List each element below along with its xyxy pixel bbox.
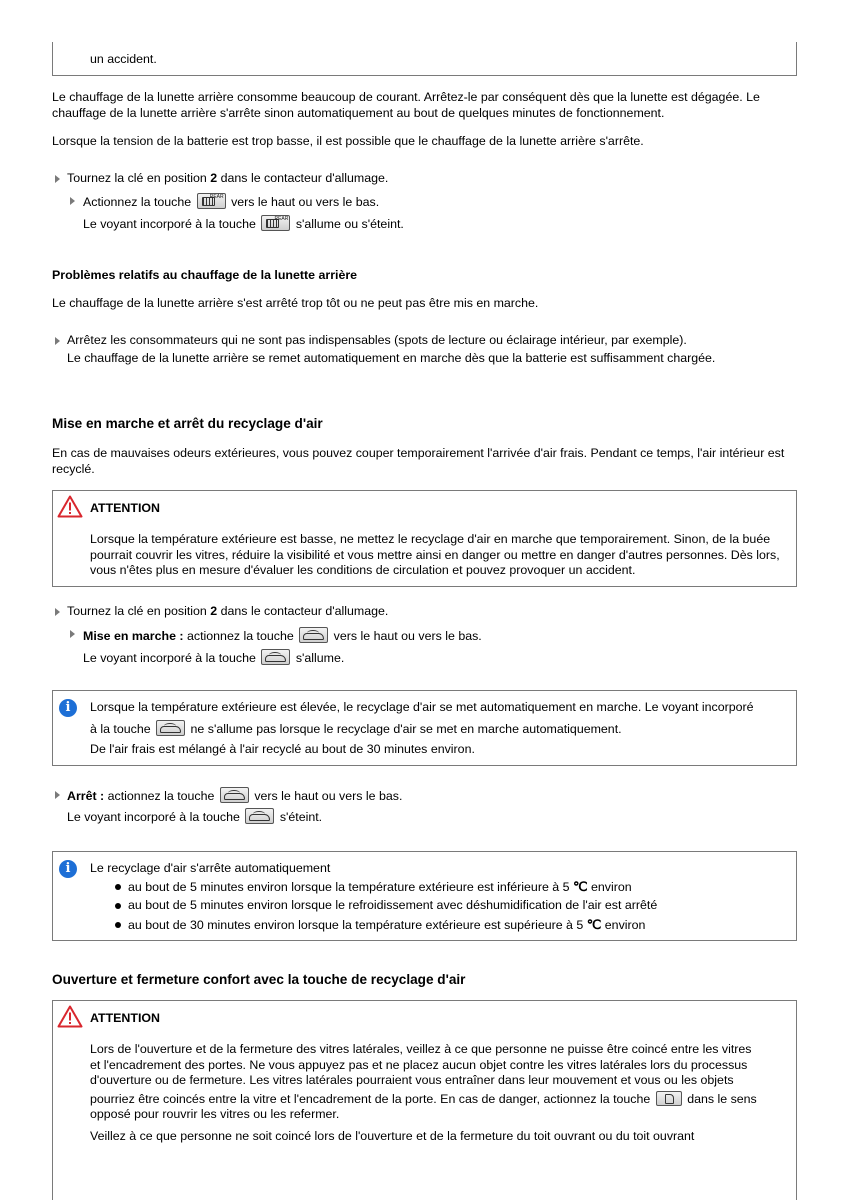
air-recirculation-key-icon bbox=[299, 627, 328, 643]
list-item-text: au bout de 5 minutes environ lorsque la température extérieure est inférieure à 5 bbox=[128, 880, 573, 894]
problems-heading: Problèmes relatifs au chauffage de la lunette arrière bbox=[52, 268, 358, 282]
attention-box-window-pinch bbox=[52, 1000, 797, 1200]
key-position: 2 bbox=[210, 604, 218, 618]
step-text: Le voyant incorporé à la touche bbox=[83, 651, 256, 665]
step-arrow-icon bbox=[55, 608, 60, 616]
air-recirculation-key-icon bbox=[220, 787, 249, 803]
step-text: actionnez la touche bbox=[104, 789, 215, 803]
step-label: Mise en marche : bbox=[83, 629, 184, 643]
info-intro: Le recyclage d'air s'arrête automatiquement bbox=[90, 861, 331, 875]
info-text-line: De l'air frais est mélangé à l'air recyclé au bout de 30 minutes environ. bbox=[90, 742, 475, 756]
temperature-unit: ℃ bbox=[572, 879, 588, 894]
list-item-text: environ bbox=[601, 918, 646, 932]
recirculation-indicator-on-note bbox=[83, 649, 344, 667]
step-text: Le voyant incorporé à la touche bbox=[67, 810, 240, 824]
list-item bbox=[128, 917, 645, 934]
window-key-icon bbox=[656, 1091, 682, 1106]
paragraph-heater-stopped: Le chauffage de la lunette arrière s'est arrêté trop tôt ou ne peut pas être mis en marche. bbox=[52, 296, 539, 310]
step-label: Arrêt : bbox=[67, 789, 105, 803]
info-box-high-temperature bbox=[52, 690, 797, 766]
info-text: à la touche bbox=[90, 722, 151, 736]
step-text: Actionnez la touche bbox=[83, 195, 192, 209]
info-box-auto-stop bbox=[52, 851, 797, 941]
step-text: dans le contacteur d'allumage. bbox=[217, 171, 389, 185]
warning-triangle-icon bbox=[57, 495, 83, 518]
rear-window-heater-key-icon bbox=[261, 215, 290, 231]
recirculation-heading: Mise en marche et arrêt du recyclage d'air bbox=[52, 416, 323, 431]
attention-title: ATTENTION bbox=[90, 1011, 160, 1025]
air-recirculation-key-icon bbox=[156, 720, 185, 736]
list-item-text: au bout de 30 minutes environ lorsque la température extérieure est supérieure à 5 bbox=[128, 918, 587, 932]
bullet bbox=[115, 922, 121, 928]
comfort-heading: Ouverture et fermeture confort avec la touche de recyclage d'air bbox=[52, 972, 466, 987]
attention-text-line: et l'encadrement des portes. Ne vous appuyez pas et ne placez aucun objet contre les vitres latérales lors du processus bbox=[90, 1058, 748, 1072]
step-text: s'éteint. bbox=[279, 810, 323, 824]
bullet bbox=[115, 903, 121, 909]
rear-window-heater-key-icon bbox=[197, 193, 226, 209]
air-recirculation-key-icon bbox=[261, 649, 290, 665]
step-text: Le voyant incorporé à la touche bbox=[83, 217, 256, 231]
info-icon: i bbox=[59, 860, 77, 878]
top-warning-box-continuation bbox=[52, 42, 797, 76]
recirculation-indicator-off-note bbox=[67, 808, 322, 826]
step-recirculation-on bbox=[83, 627, 482, 645]
step-press-heater-key bbox=[83, 193, 379, 211]
attention-text: dans le sens bbox=[687, 1092, 757, 1106]
list-item bbox=[128, 879, 632, 896]
heater-indicator-note bbox=[83, 215, 404, 233]
list-item-text: environ bbox=[587, 880, 632, 894]
step-text: Tournez la clé en position bbox=[67, 604, 211, 618]
bullet bbox=[115, 884, 121, 890]
list-item: au bout de 5 minutes environ lorsque le refroidissement avec déshumidification de l'air est arrêté bbox=[128, 898, 658, 912]
step-arrow-icon bbox=[55, 791, 60, 799]
attention-text: Lorsque la température extérieure est basse, ne mettez le recyclage d'air en marche que temporairement. Sinon, de la buée pourrait couvrir les vitres, réduire la visibilité et vous mettre ainsi en danger ou mettre en danger d'autres personnes. Dès lors, vous n'êtes plus en mesure d'évaluer les conditions de circulation et pouvez provoquer un accident. bbox=[90, 532, 780, 577]
paragraph-heater-consumption: Le chauffage de la lunette arrière consomme beaucoup de courant. Arrêtez-le par conséquent dès que la lunette est dégagée. Le chauffage de la lunette arrière s'arrête sinon automatiquement au bout de quelques minutes de fonctionnement. bbox=[52, 90, 760, 120]
temperature-unit: ℃ bbox=[586, 917, 602, 932]
step-text: s'allume. bbox=[295, 651, 345, 665]
info-text: ne s'allume pas lorsque le recyclage d'air se met en marche automatiquement. bbox=[190, 722, 622, 736]
attention-title: ATTENTION bbox=[90, 501, 160, 515]
attention-text-line: Lors de l'ouverture et de la fermeture des vitres latérales, veillez à ce que personne ne puisse être coincé entre les vitres bbox=[90, 1042, 752, 1056]
attention-box-low-temperature bbox=[52, 490, 797, 587]
step-text: vers le haut ou vers le bas. bbox=[231, 195, 380, 209]
heater-restart-note: Le chauffage de la lunette arrière se remet automatiquement en marche dès que la batterie est suffisamment chargée. bbox=[67, 351, 716, 365]
step-arrow-icon bbox=[70, 197, 75, 205]
info-icon: i bbox=[59, 699, 77, 717]
step-text: vers le haut ou vers le bas. bbox=[333, 629, 482, 643]
step-arrow-icon bbox=[55, 337, 60, 345]
step-text: Tournez la clé en position bbox=[67, 171, 211, 185]
step-turn-key bbox=[67, 171, 388, 187]
step-recirculation-off bbox=[67, 787, 402, 805]
attention-text-line: Veillez à ce que personne ne soit coincé lors de l'ouverture et de la fermeture du toit ouvrant ou du toit ouvrant bbox=[90, 1129, 695, 1143]
top-box-text: un accident. bbox=[90, 52, 157, 66]
step-arrow-icon bbox=[55, 175, 60, 183]
step-turn-key bbox=[67, 604, 388, 620]
step-text: vers le haut ou vers le bas. bbox=[254, 789, 403, 803]
info-text-line: Lorsque la température extérieure est élevée, le recyclage d'air se met automatiquement en marche. Le voyant incorporé bbox=[90, 700, 754, 714]
step-text: dans le contacteur d'allumage. bbox=[217, 604, 389, 618]
step-switch-off-consumers: Arrêtez les consommateurs qui ne sont pas indispensables (spots de lecture ou éclairage intérieur, par exemple). bbox=[67, 333, 687, 347]
info-text-line bbox=[90, 720, 622, 738]
paragraph-battery-voltage: Lorsque la tension de la batterie est trop basse, il est possible que le chauffage de la lunette arrière s'arrête. bbox=[52, 134, 644, 148]
air-recirculation-key-icon bbox=[245, 808, 274, 824]
step-text: actionnez la touche bbox=[183, 629, 294, 643]
attention-text-line: opposé pour rouvrir les vitres ou les refermer. bbox=[90, 1107, 340, 1121]
warning-triangle-icon bbox=[57, 1005, 83, 1028]
attention-text: pourriez être coincés entre la vitre et l'encadrement de la porte. En cas de danger, actionnez la touche bbox=[90, 1092, 651, 1106]
step-text: s'allume ou s'éteint. bbox=[295, 217, 404, 231]
paragraph-bad-odours: En cas de mauvaises odeurs extérieures, vous pouvez couper temporairement l'arrivée d'air frais. Pendant ce temps, l'air intérieur est recyclé. bbox=[52, 446, 785, 476]
key-position: 2 bbox=[210, 171, 218, 185]
attention-text-line bbox=[90, 1091, 757, 1108]
attention-text-line: d'ouverture ou de fermeture. Les vitres latérales pourraient vous entraîner dans leur mouvement et vous ou les objets bbox=[90, 1073, 734, 1087]
step-arrow-icon bbox=[70, 630, 75, 638]
